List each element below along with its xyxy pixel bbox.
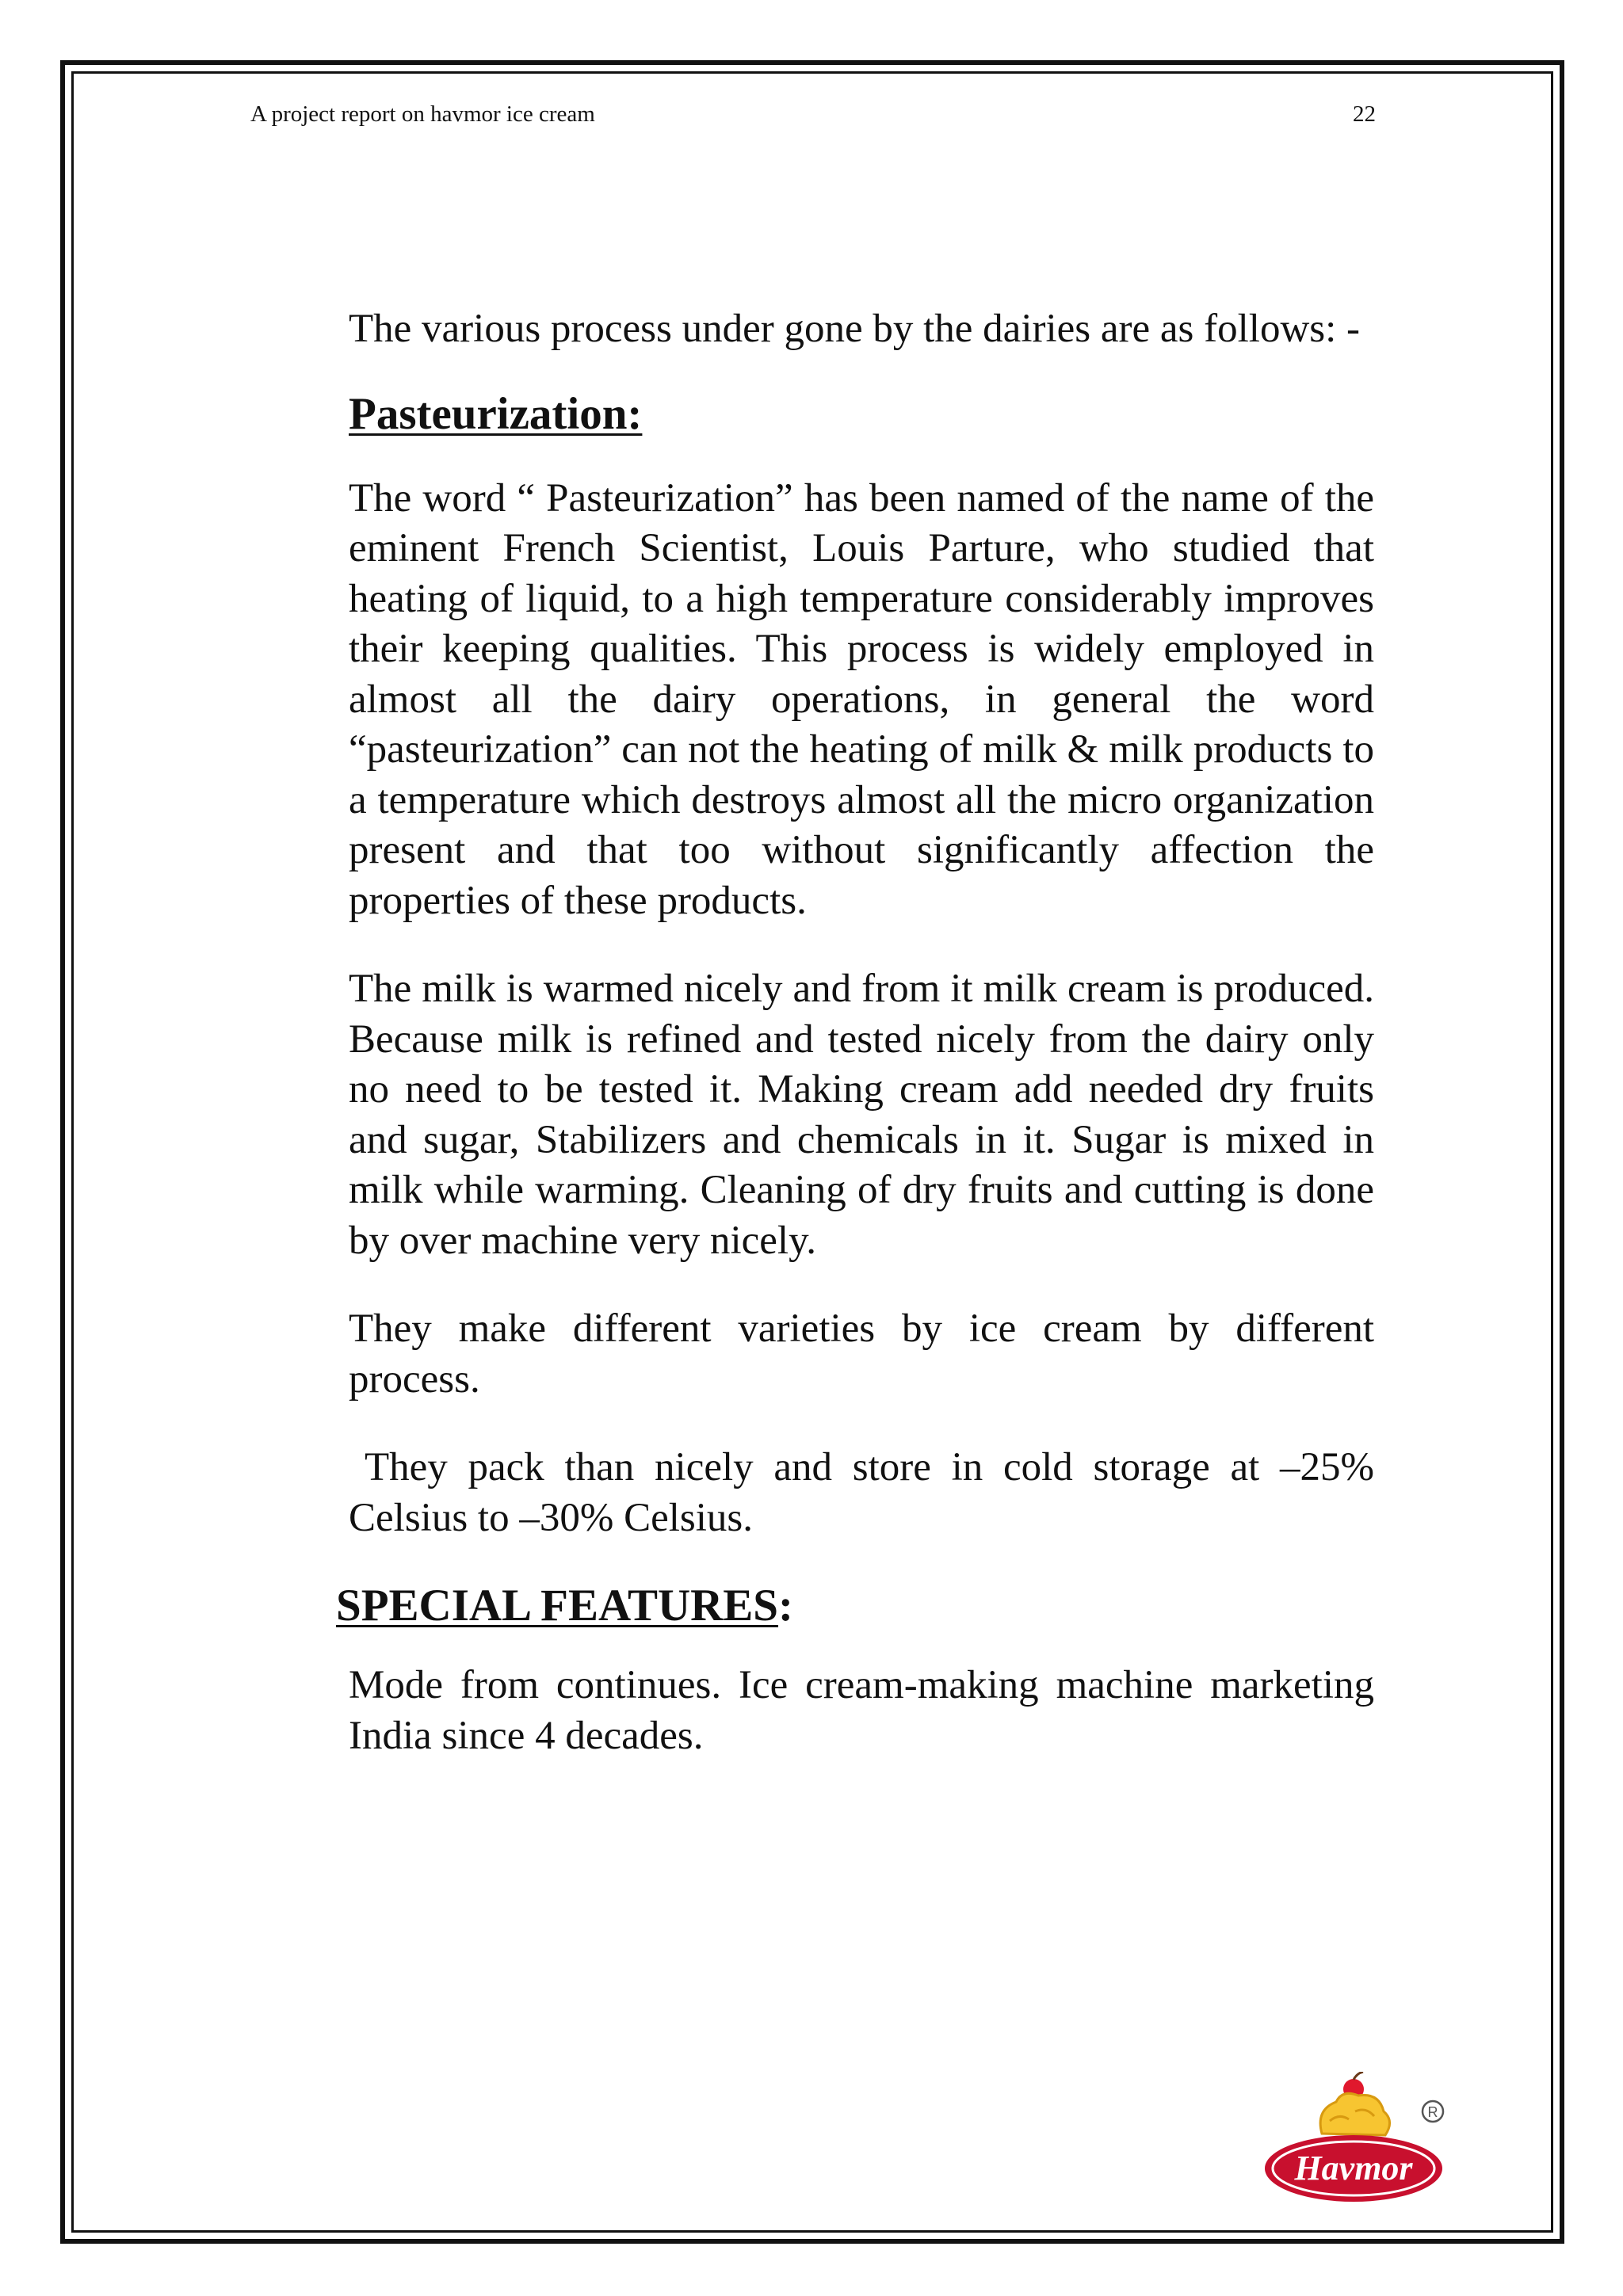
heading-special-features-text: SPECIAL FEATURES <box>336 1581 779 1630</box>
havmor-logo <box>1260 2072 1450 2206</box>
paragraph-milk-process: The milk is warmed nicely and from it milk cream is produced. Because milk is refined and tested nicely from the dairy only no need to be tested it. Making cream add needed dry fruits and sugar, Stabilizers and chemicals in it. Sugar is mixed in milk while warming. Cleaning of dry fruits and cutting is done by over machine very nicely. <box>349 967 1374 1263</box>
paragraph-pasteurization-definition: The word “ Pasteurization” has been named of the name of the eminent French Scientist, Louis Parture, who studied that heating of liquid, to a high temperature considerably improves their keeping qualities. This process is widely employed in almost all the dairy operations, in general the word “pasteurization” can not the heating of milk & milk products to a temperature which destroys almost all the micro organization present and that too without significantly affection the properties of these products. <box>349 475 1374 923</box>
page-number: 22 <box>1353 101 1376 127</box>
header-title: A project report on havmor ice cream <box>250 101 595 127</box>
heading-pasteurization: Pasteurization: <box>349 388 643 439</box>
paragraph-special-features: Mode from continues. Ice cream-making machine marketing India since 4 decades. <box>349 1663 1374 1758</box>
document-body <box>336 304 1374 1799</box>
ice-cream-scoop-icon <box>1320 2093 1389 2135</box>
paragraph-varieties: They make different varieties by ice cream by different process. <box>349 1306 1374 1402</box>
intro-paragraph: The various process under gone by the dairies are as follows: - <box>349 307 1361 351</box>
logo-wordmark: Havmor <box>1294 2149 1413 2187</box>
heading-special-features <box>336 1578 1374 1634</box>
paragraph-cold-storage: They pack than nicely and store in cold storage at –25% Celsius to –30% Celsius. <box>349 1445 1374 1540</box>
svg-text:R: R <box>1427 2104 1438 2120</box>
heading-colon: : <box>778 1581 793 1630</box>
